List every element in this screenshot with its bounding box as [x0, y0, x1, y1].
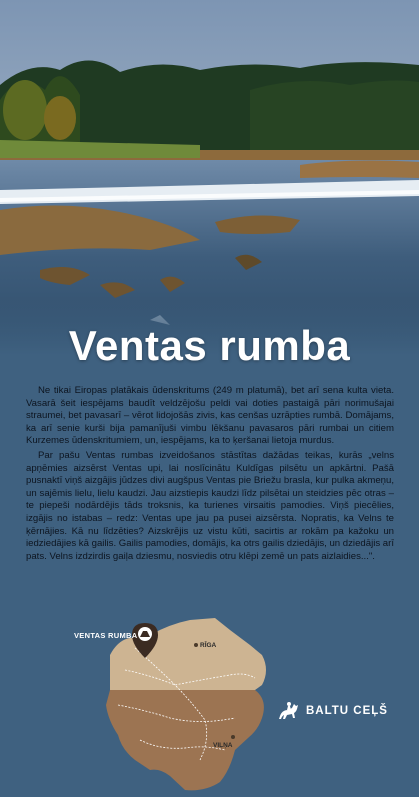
- article-body: [26, 385, 394, 565]
- horse-rider-icon: [276, 700, 302, 722]
- paragraph: Par pašu Ventas rumbas izveidošanos stāstītas dažādas teikas, kurās „velns apņēmies aizsērst Ventas upi, lai noslīcinātu Kuldīgas pilsētu un apkārtni. Pašā pusnaktī viņš aizgājis jūdzes divi augšpus Ventas pie Briežu brasla, kur pulka akmeņu, un sajēmis lielu, lielu kaudzi. Jau aizstiepis kaudzi līdz pilsētai un steidzies pēc otras – te piepeši nodārdējis tāds troksnis, ka turienes virsaitis pamodies. Viņš piecēlies, izgājis no istabas – redz: Ventas upe jau pa pusei aizsērsta. Nopratis, ka Velns te ķērnājies. Kā nu līdzēties? Aizskrējis uz vistu kūti, sacirtis ar rokām pa kažoku un iedziedājies kā gailis. Gailis pamodies, domājis, ka otrs gailis dziedājis, un dziedājis arī pats. Velns izdzirdis gaiļa dziesmu, nosviedis otru klēpi zemē un pats aizlaidies...".: [26, 449, 394, 562]
- map-marker-label: VENTAS RUMBA: [74, 631, 138, 640]
- baltu-cels-logo: [276, 700, 388, 722]
- city-label-vilna: VIĻŅA: [213, 742, 233, 749]
- waterfall-photo: [0, 0, 419, 355]
- page-title: Ventas rumba: [68, 322, 351, 369]
- logo-text: BALTU CEĻŠ: [306, 705, 388, 717]
- lithuania-region: [106, 690, 264, 790]
- latvia-map: [0, 600, 419, 797]
- paragraph: Ne tikai Eiropas platākais ūdenskritums (249 m platumā), bet arī sena kulta vieta. Vasarā šeit iespējams baudīt veldzējošu peldi vai doties pastaigā pāri norimušajai straumei, bet pavasarī – vērot lidojošās zivis, kas cenšas uzrāpties rumbā. Domājams, ka arī senie kurši bija pamanījuši vimbu lēkšanu pavasaros pāri rumbai un citiem Kurzemes ūdenskritumiem, un, iespējams, ka to ķeršanai lietoja murdus.: [26, 385, 394, 447]
- city-label-riga: RĪGA: [200, 642, 217, 649]
